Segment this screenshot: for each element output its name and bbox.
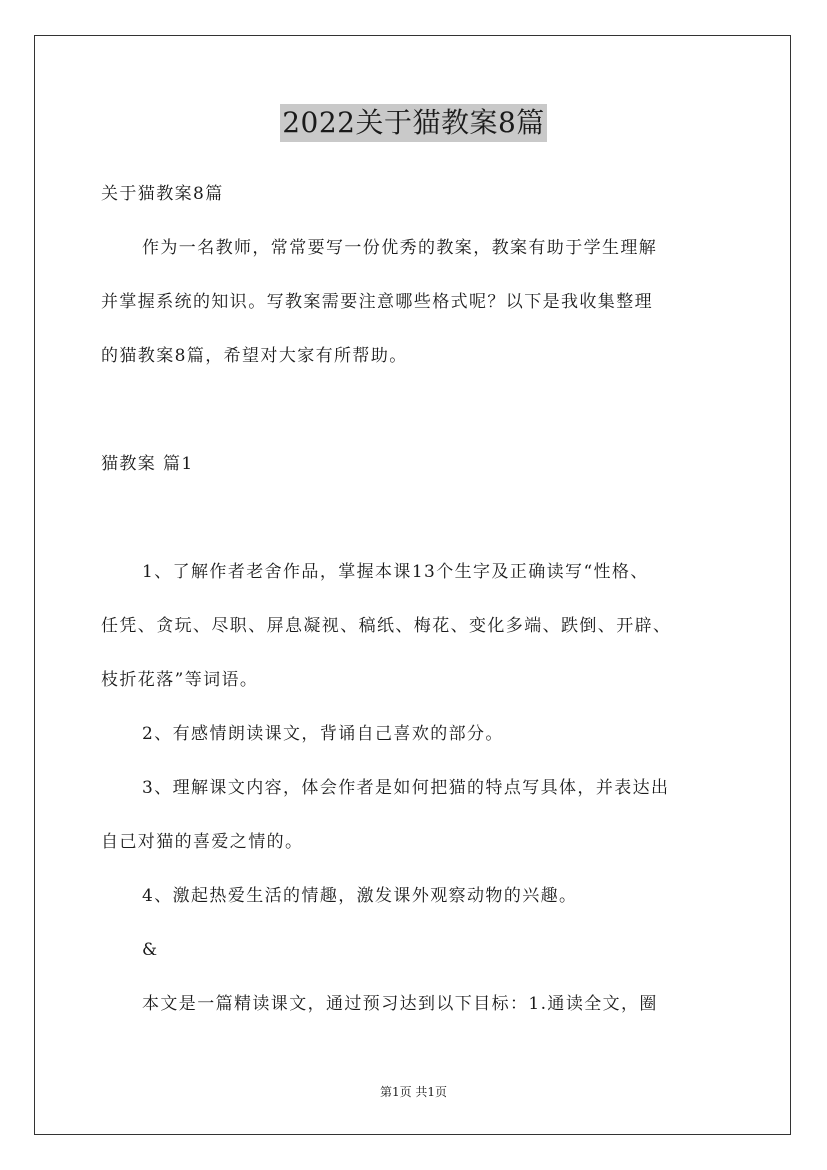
section-heading: 猫教案 篇1 <box>101 454 194 474</box>
body-line-2: 任凭、贪玩、尽职、屏息凝视、稿纸、梅花、变化多端、跌倒、开辟、 <box>101 616 672 636</box>
body-line-5: 3、理解课文内容，体会作者是如何把猫的特点写具体，并表达出 <box>142 778 670 798</box>
document-title: 2022关于猫教案8篇 <box>280 104 547 142</box>
document-subtitle: 关于猫教案8篇 <box>101 184 224 204</box>
title-container <box>0 104 827 142</box>
body-line-1: 1、了解作者老舍作品，掌握本课13个生字及正确读写“性格、 <box>142 562 649 582</box>
page-footer: 第1页 共1页 <box>379 1085 448 1099</box>
body-line-8: & <box>142 940 159 960</box>
intro-line-1: 作为一名教师，常常要写一份优秀的教案，教案有助于学生理解 <box>142 238 658 258</box>
body-line-7: 4、激起热爱生活的情趣，激发课外观察动物的兴趣。 <box>142 886 578 906</box>
body-line-9: 本文是一篇精读课文，通过预习达到以下目标：1.通读全文，圈 <box>142 994 658 1014</box>
body-line-4: 2、有感情朗读课文，背诵自己喜欢的部分。 <box>142 724 504 744</box>
body-line-6: 自己对猫的喜爱之情的。 <box>101 832 304 852</box>
intro-line-3: 的猫教案8篇，希望对大家有所帮助。 <box>101 346 408 366</box>
intro-line-2: 并掌握系统的知识。写教案需要注意哪些格式呢？以下是我收集整理 <box>101 292 653 312</box>
body-line-3: 枝折花落”等词语。 <box>101 670 259 690</box>
